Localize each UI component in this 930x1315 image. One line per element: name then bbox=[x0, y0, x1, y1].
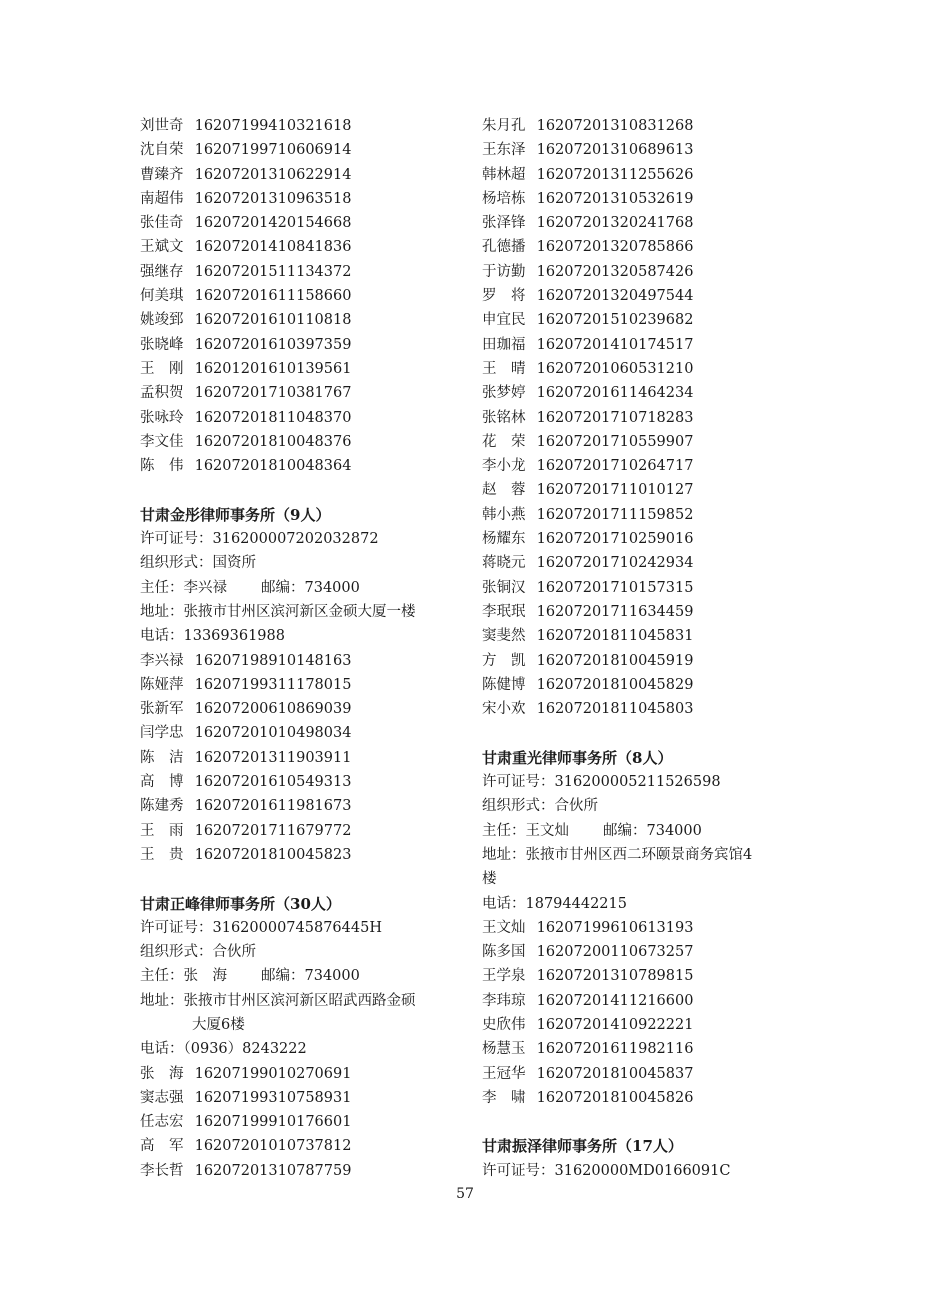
lawyer-row: 蒋晓元 16207201710242934 bbox=[482, 555, 694, 572]
lawyer-row: 李文佳 16207201810048376 bbox=[140, 433, 352, 450]
lawyer-row: 张铜汉 16207201710157315 bbox=[482, 579, 694, 596]
firm-title: 甘肃重光律师事务所（8人） bbox=[482, 748, 673, 767]
lawyer-row: 朱月孔 16207201310831268 bbox=[482, 118, 694, 134]
spacer bbox=[140, 478, 460, 502]
lawyer-row: 窦志强 16207199310758931 bbox=[140, 1089, 352, 1106]
lawyer-row: 张梦婷 16207201611464234 bbox=[482, 385, 694, 402]
lawyer-row: 王 刚 16201201610139561 bbox=[140, 360, 352, 377]
lawyer-row: 花 荣 16207201710559907 bbox=[482, 433, 694, 450]
lawyer-row: 方 凯 16207201810045919 bbox=[482, 652, 694, 669]
firm-org-form: 组织形式：合伙所 bbox=[482, 798, 598, 815]
firm-address: 地址：张掖市甘州区西二环颐景商务宾馆4 bbox=[482, 846, 753, 863]
lawyer-row: 李 啸 16207201810045826 bbox=[482, 1089, 694, 1106]
firm-title: 甘肃金彤律师事务所（9人） bbox=[140, 505, 331, 524]
spacer bbox=[140, 867, 460, 891]
firm-license: 许可证号：31620000MD0166091C bbox=[482, 1162, 731, 1179]
lawyer-row: 王 雨 16207201711679772 bbox=[140, 822, 352, 839]
lawyer-row: 窦斐然 16207201811045831 bbox=[482, 628, 694, 645]
lawyer-row: 于访勤 16207201320587426 bbox=[482, 263, 694, 280]
lawyer-row: 宋小欢 16207201811045803 bbox=[482, 701, 694, 718]
firm-org-form: 组织形式：国资所 bbox=[140, 555, 256, 572]
lawyer-row: 李长哲 16207201310787759 bbox=[140, 1162, 352, 1179]
lawyer-row: 张新军 16207200610869039 bbox=[140, 701, 352, 718]
firm-license: 许可证号：31620000720203287​2 bbox=[140, 531, 379, 548]
firm-address: 地址：张掖市甘州区滨河新区金硕大厦一楼 bbox=[140, 603, 416, 620]
lawyer-row: 田珈福 16207201410174517 bbox=[482, 336, 694, 353]
lawyer-row: 张佳奇 16207201420154668 bbox=[140, 215, 352, 232]
lawyer-row: 任志宏 16207199910176601 bbox=[140, 1114, 352, 1131]
firm-address-continued: 楼 bbox=[482, 871, 497, 888]
lawyer-list-continued bbox=[482, 114, 802, 721]
lawyer-row: 闫学忠 16207201010498034 bbox=[140, 725, 352, 742]
firm-section-zhengfeng bbox=[140, 892, 460, 1184]
right-column bbox=[482, 114, 802, 1183]
lawyer-row: 高 博 16207201610549313 bbox=[140, 774, 352, 791]
firm-director-postcode: 主任：王文灿 邮编：734000 bbox=[482, 822, 702, 839]
firm-section-jintong bbox=[140, 503, 460, 867]
lawyer-row: 陈 伟 16207201810048364 bbox=[140, 458, 352, 475]
firm-section-zhenze bbox=[482, 1134, 802, 1183]
firm-director-postcode: 主任：李兴禄 邮编：734000 bbox=[140, 579, 360, 596]
lawyer-row: 南超伟 16207201310963518 bbox=[140, 190, 352, 207]
lawyer-row: 王文灿 16207199610613193 bbox=[482, 919, 694, 936]
lawyer-row: 张泽锋 16207201320241768 bbox=[482, 215, 694, 232]
firm-title: 甘肃振泽律师事务所（17人） bbox=[482, 1137, 683, 1156]
lawyer-row: 杨慧玉 16207201611982116 bbox=[482, 1041, 694, 1058]
firm-phone: 电话：（0936）8243222 bbox=[140, 1041, 307, 1058]
lawyer-row: 沈自荣 16207199710606914 bbox=[140, 142, 352, 159]
lawyer-list-continued bbox=[140, 114, 460, 478]
lawyer-row: 陈健博 16207201810045829 bbox=[482, 676, 694, 693]
lawyer-row: 王 晴 16207201060531210 bbox=[482, 360, 694, 377]
lawyer-row: 陈建秀 16207201611981673 bbox=[140, 798, 352, 815]
lawyer-row: 姚竣郅 16207201610110818 bbox=[140, 312, 352, 329]
lawyer-row: 张晓峰 16207201610397359 bbox=[140, 336, 352, 353]
lawyer-row: 高 军 16207201010737812 bbox=[140, 1138, 352, 1155]
firm-phone: 电话：18794442215 bbox=[482, 895, 627, 912]
lawyer-row: 罗 将 16207201320497544 bbox=[482, 288, 694, 305]
lawyer-row: 张 海 16207199010270691 bbox=[140, 1065, 352, 1082]
firm-address: 地址：张掖市甘州区滨河新区昭武西路金硕 bbox=[140, 992, 416, 1009]
spacer bbox=[482, 1110, 802, 1134]
lawyer-row: 韩林超 16207201311255626 bbox=[482, 166, 694, 183]
lawyer-row: 张铭林 16207201710718283 bbox=[482, 409, 694, 426]
lawyer-row: 韩小燕 16207201711159852 bbox=[482, 506, 694, 523]
firm-address-continued: 大厦6楼 bbox=[192, 1016, 245, 1033]
firm-director-postcode: 主任：张 海 邮编：734000 bbox=[140, 968, 360, 985]
lawyer-row: 李珉珉 16207201711634459 bbox=[482, 603, 694, 620]
firm-license: 许可证号：316200005211526598 bbox=[482, 774, 721, 791]
firm-phone: 电话：13369361988 bbox=[140, 628, 285, 645]
spacer bbox=[482, 721, 802, 745]
lawyer-row: 王 贵 16207201810045823 bbox=[140, 846, 352, 863]
lawyer-row: 李玮琼 16207201411216600 bbox=[482, 992, 694, 1009]
lawyer-row: 张咏玲 16207201811048370 bbox=[140, 409, 352, 426]
lawyer-row: 陈 洁 16207201311903911 bbox=[140, 749, 352, 766]
lawyer-row: 杨培栋 16207201310532619 bbox=[482, 190, 694, 207]
lawyer-row: 孟积贺 16207201710381767 bbox=[140, 385, 352, 402]
firm-org-form: 组织形式：合伙所 bbox=[140, 944, 256, 961]
lawyer-row: 杨耀东 16207201710259016 bbox=[482, 531, 694, 548]
lawyer-row: 刘世奇 16207199410321618 bbox=[140, 118, 352, 134]
lawyer-row: 曹臻齐 16207201310622914 bbox=[140, 166, 352, 183]
lawyer-row: 孔德播 16207201320785866 bbox=[482, 239, 694, 256]
lawyer-row: 陈多国 16207200110673257 bbox=[482, 944, 694, 961]
lawyer-row: 王斌文 16207201410841836 bbox=[140, 239, 352, 256]
firm-section-zhongguang bbox=[482, 746, 802, 1110]
lawyer-row: 申宜民 16207201510239682 bbox=[482, 312, 694, 329]
lawyer-row: 强继存 16207201511134372 bbox=[140, 263, 352, 280]
firm-title: 甘肃正峰律师事务所（30人） bbox=[140, 894, 341, 913]
lawyer-row: 李兴禄 16207198910148163 bbox=[140, 652, 352, 669]
lawyer-row: 王学泉 16207201310789815 bbox=[482, 968, 694, 985]
lawyer-row: 陈娅萍 16207199311178015 bbox=[140, 676, 352, 693]
lawyer-row: 赵 蓉 16207201711010127 bbox=[482, 482, 694, 499]
lawyer-row: 史欣伟 16207201410922221 bbox=[482, 1016, 694, 1033]
lawyer-row: 何美琪 16207201611158660 bbox=[140, 288, 352, 305]
lawyer-row: 李小龙 16207201710264717 bbox=[482, 458, 694, 475]
firm-license: 许可证号：31620000745876445H bbox=[140, 919, 382, 936]
lawyer-row: 王冠华 16207201810045837 bbox=[482, 1065, 694, 1082]
lawyer-row: 王东泽 16207201310689613 bbox=[482, 142, 694, 159]
page-number: 57 bbox=[456, 1186, 474, 1202]
left-column bbox=[140, 114, 460, 1183]
